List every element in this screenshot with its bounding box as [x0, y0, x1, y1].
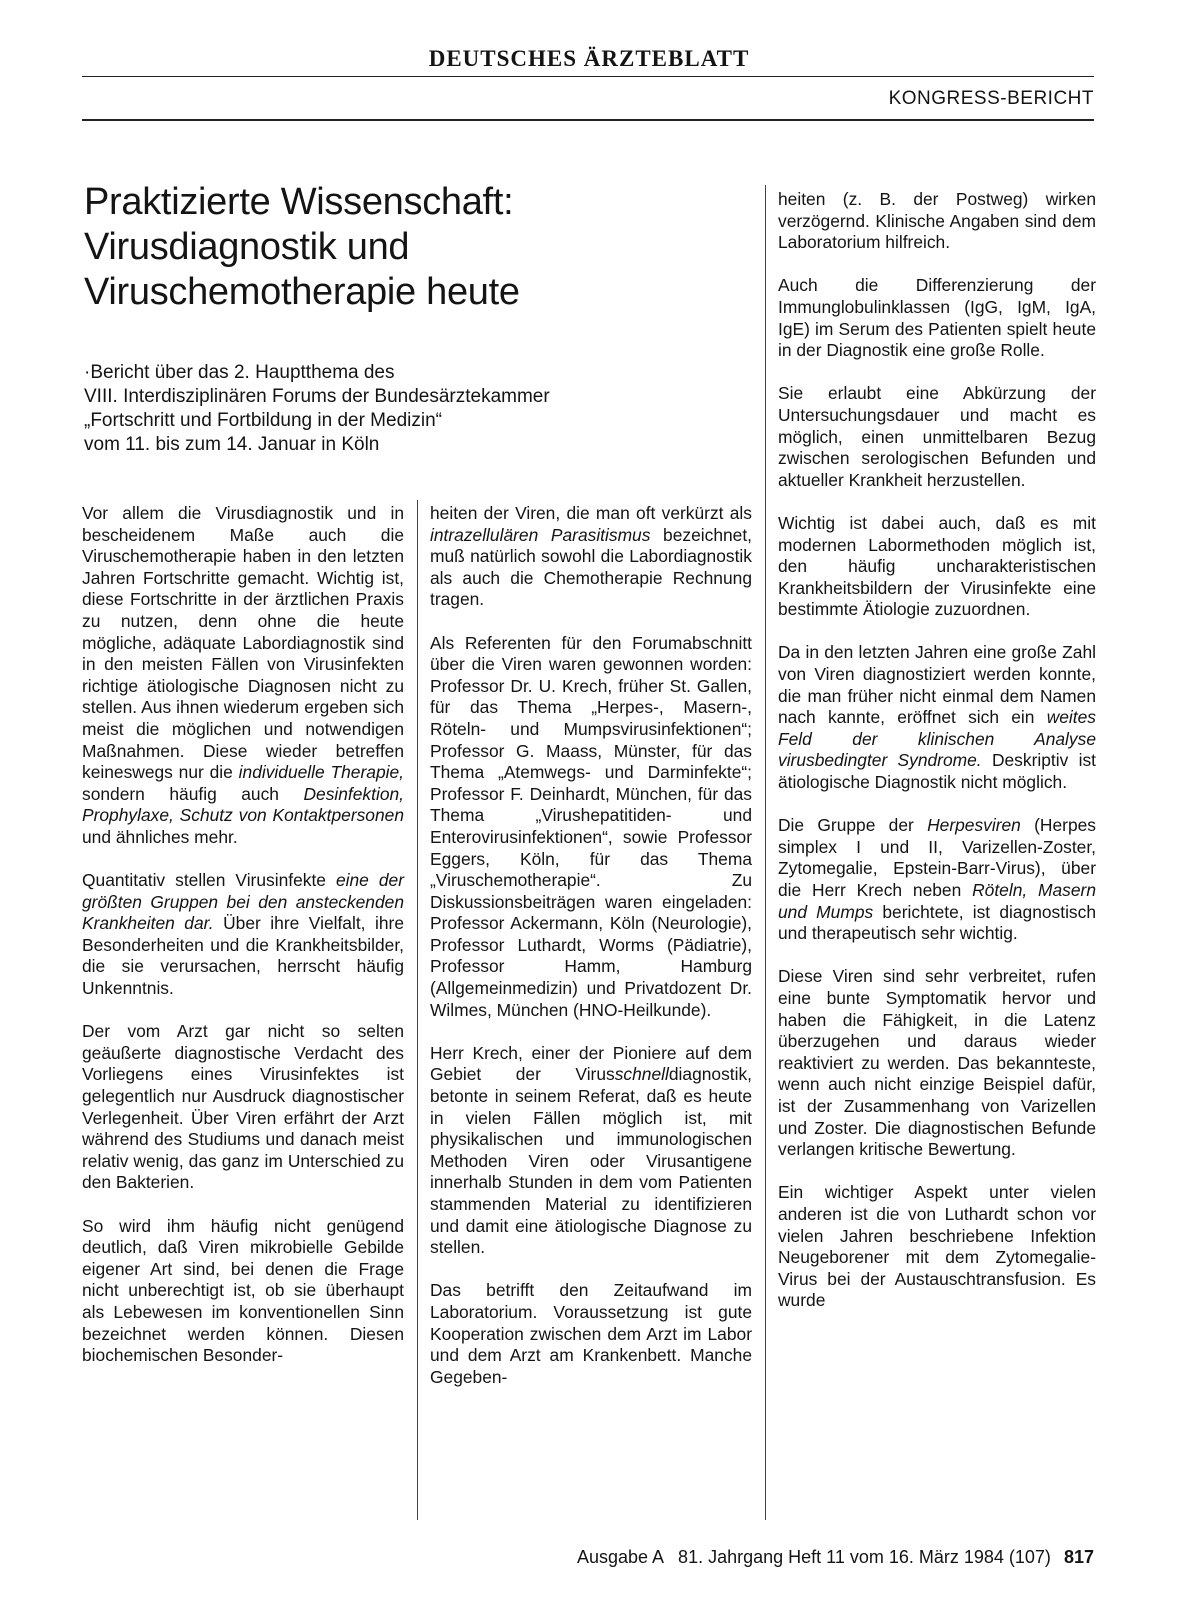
- page-number: 817: [1063, 1547, 1094, 1567]
- text-run: Ein wichtiger Aspekt unter vielen anderen ist die von Luthardt schon vor vielen Jahren beschriebene Infektion Neugeborener mit dem Zytomegalie-Virus bei der Austauschtransfusion. Es wurde: [778, 1182, 1096, 1311]
- text-run: Deskriptiv ist ätiologische Diagnostik nicht möglich.: [778, 750, 1096, 793]
- title-line: Praktizierte Wissenschaft:: [84, 181, 514, 223]
- paragraph: [778, 383, 1096, 491]
- text-run: Sie erlaubt eine Abkürzung der Untersuchungsdauer und macht es möglich, einen unmittelbaren Bezug zwischen serologischen Befunden und aktueller Krankheit herzustellen.: [778, 383, 1096, 490]
- paragraph: [778, 815, 1096, 945]
- paragraph: [778, 642, 1096, 793]
- text-run: Diese Viren sind sehr verbreitet, rufen eine bunte Symptomatik hervor und haben die Fähigkeit, in die Latenz überzugehen und daraus wieder reaktiviert zu werden. Das bekannteste, wenn auch nicht einzige Beispiel dafür, ist der Zusammenhang von Varizellen und Zoster. Die diagnostischen Befunde verlangen kritische Bewertung.: [778, 966, 1096, 1160]
- paragraph: [430, 1280, 752, 1388]
- text-column-1: [82, 503, 404, 1367]
- text-run: Quantitativ stellen Virusinfekte: [82, 870, 336, 891]
- paragraph: [778, 966, 1096, 1160]
- paragraph: [778, 275, 1096, 361]
- header-rule: [82, 119, 1094, 121]
- text-run: Vor allem die Virusdiagnostik und in bescheidenem Maße auch die Viruschemotherapie haben in den letzten Jahren Fortschritte gemacht. Wichtig ist, diese Fortschritte in der ärztlichen Praxis zu nutzen, denn ohne die heute mögliche, adäquate Labordiagnostik sind in den meisten Fällen von Virusinfekten richtige ätiologische Diagnosen nicht zu stellen. Aus ihnen wiederum ergeben sich meist die möglichen und notwendigen Maßnahmen. Diese wieder betreffen keineswegs nur die: [82, 503, 404, 783]
- text-run: Die Gruppe der: [778, 815, 928, 836]
- text-run: Wichtig ist dabei auch, daß es mit modernen Labormethoden möglich ist, den häufig uncharakteristischen Krankheitsbildern der Virusinfekte eine bestimmte Ätiologie zuzuordnen.: [778, 512, 1096, 620]
- text-run: Auch die Differenzierung der Immunglobulinklassen (IgG, IgM, IgA, IgE) im Serum des Patienten spielt heute in der Diagnostik eine große Rolle.: [778, 275, 1096, 361]
- text-column-3: [778, 189, 1096, 1312]
- paragraph: [82, 1021, 404, 1194]
- text-run: Herr Krech, einer der Pioniere auf dem Gebiet der Virus: [430, 1042, 752, 1085]
- paragraph: [430, 1043, 752, 1259]
- subtitle-line: ·Bericht über das 2. Hauptthema des: [84, 362, 395, 383]
- emphasis-run: eine der größten Gruppen bei den ansteckenden Krankheiten dar.: [82, 870, 404, 934]
- emphasis-run: Röteln, Masern und Mumps: [778, 880, 1097, 922]
- subtitle-line: VIII. Interdisziplinären Forums der Bundesärztekammer: [84, 386, 550, 407]
- text-run: Das betrifft den Zeitaufwand im Laboratorium. Voraussetzung ist gute Kooperation zwischen dem Arzt im Labor und dem Arzt am Krankenbett. Manche Gegeben-: [430, 1280, 752, 1387]
- emphasis-run: intrazellulären Parasitismus: [430, 524, 651, 545]
- text-run: (Herpes simplex I und II, Varizellen-Zoster, Zytomegalie, Epstein-Barr-Virus), über die Herr Krech neben: [778, 815, 1096, 900]
- issue-info: Ausgabe A 81. Jahrgang Heft 11 vom 16. März 1984 (107): [576, 1547, 1051, 1567]
- paragraph: [430, 633, 752, 1022]
- paragraph: [778, 513, 1096, 621]
- text-run: bezeichnet, muß natürlich sowohl die Labordiagnostik als auch die Chemotherapie Rechnung tragen.: [430, 524, 753, 610]
- article-title: [84, 180, 704, 315]
- paragraph: [82, 503, 404, 849]
- title-line: Viruschemotherapie heute: [84, 271, 520, 313]
- column-divider: [765, 185, 766, 1520]
- subtitle-line: „Fortschritt und Fortbildung in der Medizin“: [84, 410, 442, 431]
- paragraph: [82, 870, 404, 1000]
- text-run: heiten der Viren, die man oft verkürzt als: [430, 503, 752, 523]
- text-run: Der vom Arzt gar nicht so selten geäußerte diagnostische Verdacht des Vorliegens eines Virusinfektes ist gelegentlich nur Ausdruck diagnostischer Verlegenheit. Über Viren erfährt der Arzt während des Studiums und danach meist relativ wenig, das ganz im Unterschied zu den Bakterien.: [82, 1021, 404, 1193]
- emphasis-run: Desinfektion, Prophylaxe, Schutz von Kontaktpersonen: [82, 783, 404, 826]
- paragraph: [778, 189, 1096, 254]
- section-label: KONGRESS-BERICHT: [888, 88, 1094, 109]
- paragraph: [82, 1216, 404, 1367]
- paragraph: [430, 503, 752, 611]
- emphasis-run: Herpesviren: [927, 815, 1021, 836]
- column-divider: [417, 500, 418, 1520]
- subtitle-line: vom 11. bis zum 14. Januar in Köln: [84, 434, 380, 455]
- text-run: und ähnliches mehr.: [82, 826, 238, 847]
- masthead-rule: [82, 76, 1094, 77]
- emphasis-run: individuelle Therapie,: [238, 762, 404, 783]
- paragraph: [778, 1182, 1096, 1312]
- text-run: Als Referenten für den Forumabschnitt über die Viren waren gewonnen worden: Professor Dr. U. Krech, früher St. Gallen, für das Thema „Herpes-, Masern-, Röteln- und Mumpsvirusinfektionen“; Professor G. Maass, Münster, für das Thema „Atemwegs- und Darminfekte“; Professor F. Deinhardt, München, für das Thema „Virushepatitiden- und Enterovirusinfektionen“, sowie Professor Eggers, Köln, für das Thema „Viruschemotherapie“. Zu Diskussionsbeiträgen waren eingeladen: Professor Ackermann, Köln (Neurologie), Professor Luthardt, Worms (Pädiatrie), Professor Hamm, Hamburg (Allgemeinmedizin) und Privatdozent Dr. Wilmes, München (HNO-Heilkunde).: [430, 632, 752, 1020]
- text-column-2: [430, 503, 752, 1388]
- text-run: Da in den letzten Jahren eine große Zahl von Viren diagnostiziert werden konnte, die man früher nicht einmal dem Namen nach kannte, eröffnet sich ein: [778, 642, 1096, 728]
- masthead: DEUTSCHES ÄRZTEBLATT: [428, 46, 750, 71]
- text-run: sondern häufig auch: [82, 783, 304, 804]
- text-run: berichtete, ist diagnostisch und therapeutisch sehr wichtig.: [778, 901, 1096, 944]
- emphasis-run: weites Feld der klinischen Analyse virusbedingter Syndrome.: [778, 707, 1096, 771]
- article-subtitle: [84, 361, 704, 457]
- text-run: So wird ihm häufig nicht genügend deutlich, daß Viren mikrobielle Gebilde eigener Art sind, bei denen die Frage nicht unberechtigt ist, ob sie überhaupt als Lebewesen im konventionellen Sinn bezeichnet werden können. Diesen biochemischen Besonder-: [82, 1215, 404, 1366]
- text-run: Über ihre Vielfalt, ihre Besonderheiten und die Krankheitsbilder, die sie verursachen, herrscht häufig Unkenntnis.: [82, 913, 404, 999]
- text-run: heiten (z. B. der Postweg) wirken verzögernd. Klinische Angaben sind dem Laboratorium hilfreich.: [778, 189, 1096, 253]
- emphasis-run: schnell: [614, 1064, 669, 1085]
- text-run: diagnostik, betonte in seinem Referat, daß es heute in vielen Fällen möglich ist, mit physikalischen und immunologischen Methoden Viren oder Virusantigene innerhalb Stunden in dem vom Patienten stammenden Material zu identifizieren und damit eine ätiologische Diagnose zu stellen.: [430, 1064, 752, 1258]
- title-line: Virusdiagnostik und: [84, 226, 410, 268]
- page-footer: [577, 1547, 1094, 1568]
